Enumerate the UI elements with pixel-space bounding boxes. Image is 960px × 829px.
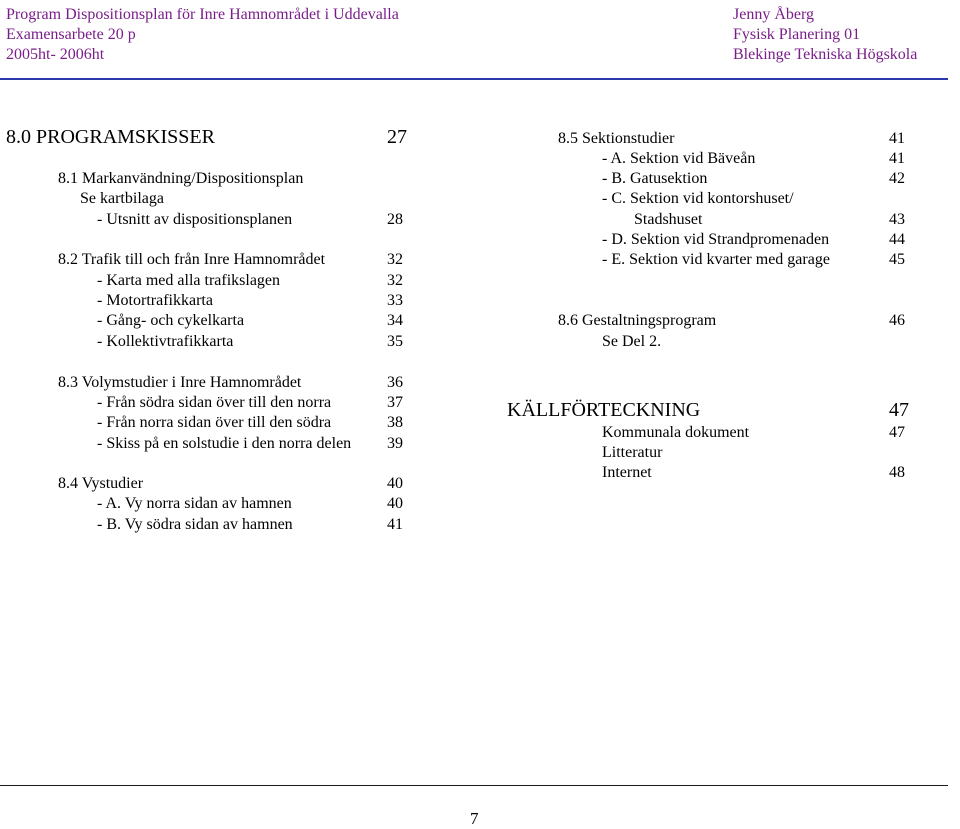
toc-entry-page: 47	[889, 399, 909, 421]
header-term: 2005ht- 2006ht	[6, 46, 105, 63]
toc-entry-page: 40	[387, 495, 403, 512]
toc-entry-page: 35	[387, 333, 403, 350]
toc-entry-text: 8.4 Vystudier	[58, 475, 144, 492]
toc-entry-text: Litteratur	[602, 444, 663, 461]
toc-entry-text: Se kartbilaga	[80, 190, 164, 207]
toc-entry-text: - Kollektivtrafikkarta	[97, 333, 234, 350]
toc-entry-page: 37	[387, 394, 403, 411]
toc-entry-text: Internet	[602, 464, 652, 481]
toc-entry-page: 47	[889, 424, 905, 441]
toc-entry-page: 45	[889, 251, 905, 268]
toc-entry-text: 8.2 Trafik till och från Inre Hamnområdet	[58, 251, 326, 268]
toc-entry-text: - Gång- och cykelkarta	[97, 312, 245, 329]
header-course: Examensarbete 20 p	[6, 26, 136, 43]
toc-entry-text: Stadshuset	[634, 211, 703, 228]
toc-entry-text: - Utsnitt av dispositionsplanen	[97, 211, 293, 228]
toc-entry-page: 39	[387, 435, 403, 452]
toc-entry-page: 43	[889, 211, 905, 228]
toc-entry-page: 41	[889, 130, 905, 147]
toc-entry-page: 48	[889, 464, 905, 481]
header-title: Program Dispositionsplan för Inre Hamnområdet i Uddevalla	[6, 6, 399, 23]
toc-entry-page: 40	[387, 475, 403, 492]
toc-entry-page: 34	[387, 312, 403, 329]
toc-entry-text: - B. Vy södra sidan av hamnen	[97, 516, 293, 533]
footer-rule	[0, 785, 948, 786]
toc-entry-text: 8.3 Volymstudier i Inre Hamnområdet	[58, 374, 302, 391]
toc-entry-text: 8.5 Sektionstudier	[558, 130, 675, 147]
toc-entry-text: - Karta med alla trafikslagen	[97, 272, 281, 289]
toc-entry-page: 41	[889, 150, 905, 167]
toc-entry-page: 42	[889, 170, 905, 187]
toc-entry-text: - A. Sektion vid Bäveån	[602, 150, 756, 167]
toc-entry-text: 8.1 Markanvändning/Dispositionsplan	[58, 170, 304, 187]
toc-entry-text: 8.6 Gestaltningsprogram	[558, 312, 717, 329]
toc-entry-page: 46	[889, 312, 905, 329]
toc-entry-text: - C. Sektion vid kontorshuset/	[602, 190, 794, 207]
header-right	[733, 5, 917, 65]
header-left	[6, 5, 399, 65]
toc-entry-text: - D. Sektion vid Strandpromenaden	[602, 231, 830, 248]
page-number: 7	[470, 809, 479, 828]
toc-entry-text: Kommunala dokument	[602, 424, 750, 441]
toc-entry-page: 28	[387, 211, 403, 228]
toc-entry-text: - Skiss på en solstudie i den norra delen	[97, 435, 352, 452]
toc-entry-page: 32	[387, 251, 403, 268]
header-rule	[0, 78, 948, 80]
toc-entry-text: - Motortrafikkarta	[97, 292, 213, 309]
toc-entry-page: 36	[387, 374, 403, 391]
toc-entry-text: - Från södra sidan över till den norra	[97, 394, 332, 411]
toc-entry-page: 41	[387, 516, 403, 533]
header-program: Fysisk Planering 01	[733, 26, 861, 43]
toc-entry-page: 44	[889, 231, 905, 248]
header-author: Jenny Åberg	[733, 6, 815, 23]
toc-entry-text: - A. Vy norra sidan av hamnen	[97, 495, 292, 512]
header-school: Blekinge Tekniska Högskola	[733, 46, 918, 63]
toc-entry-text: Se Del 2.	[602, 333, 662, 350]
toc-entry-page: 33	[387, 292, 403, 309]
toc-entry-page: 38	[387, 414, 403, 431]
toc-entry-page: 27	[387, 126, 407, 148]
toc-entry-text: 8.0 PROGRAMSKISSER	[6, 126, 215, 148]
toc-entry-text: - B. Gatusektion	[602, 170, 708, 187]
toc-entry-text: - Från norra sidan över till den södra	[97, 414, 332, 431]
toc-entry-text: - E. Sektion vid kvarter med garage	[602, 251, 830, 268]
toc-entry-page: 32	[387, 272, 403, 289]
toc-entry-text: KÄLLFÖRTECKNING	[507, 399, 701, 421]
